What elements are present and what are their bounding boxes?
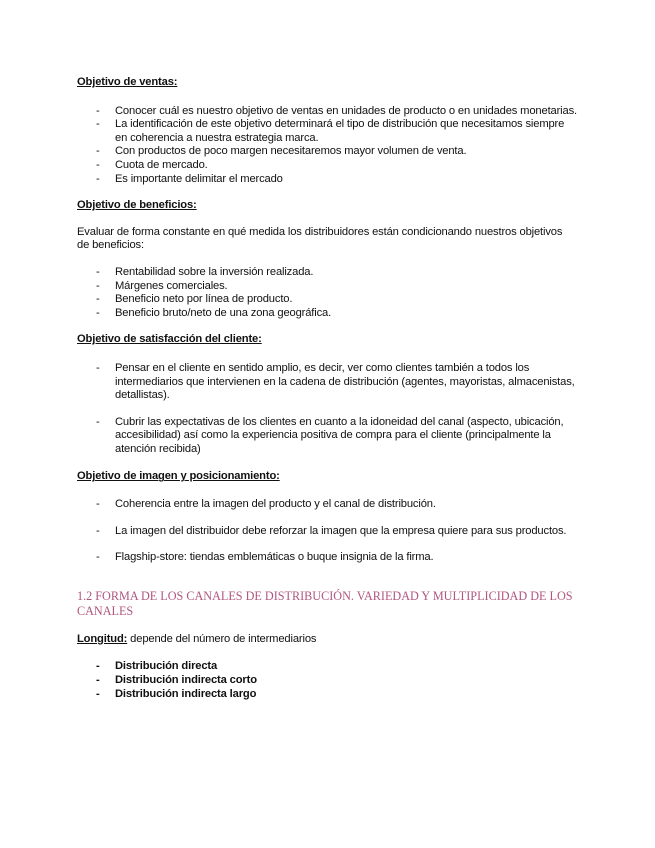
image-objective-list <box>77 498 577 565</box>
length-list <box>77 660 577 701</box>
list-item: - Distribución indirecta corto <box>77 674 577 688</box>
list-item: - Beneficio neto por línea de producto. <box>77 293 577 307</box>
list-item: - Flagship-store: tiendas emblemáticas o buque insignia de la firma. <box>77 551 577 565</box>
list-item: - Cuota de mercado. <box>77 159 577 173</box>
benefits-objective-heading: Objetivo de beneficios: <box>77 199 197 212</box>
image-objective-heading: Objetivo de imagen y posicionamiento: <box>77 470 280 483</box>
length-paragraph <box>77 633 577 647</box>
length-label: Longitud: <box>77 632 128 645</box>
list-item: - Coherencia entre la imagen del producto y el canal de distribución. <box>77 498 577 512</box>
document-page <box>77 76 577 701</box>
list-item: - Beneficio bruto/neto de una zona geográfica. <box>77 307 577 321</box>
list-item: - Distribución indirecta largo <box>77 688 577 702</box>
list-item: - Distribución directa <box>77 660 577 674</box>
list-item: - Cubrir las expectativas de los clientes en cuanto a la idoneidad del canal (aspecto, ubicación, accesibilidad) así como la experiencia positiva de compra para el cliente (principalmente la atención recibida) <box>77 416 577 457</box>
list-item: - Rentabilidad sobre la inversión realizada. <box>77 266 577 280</box>
list-item: - Con productos de poco margen necesitaremos mayor volumen de venta. <box>77 145 577 159</box>
list-item: - Pensar en el cliente en sentido amplio, es decir, ver como clientes también a todos los intermediarios que intervienen en la cadena de distribución (agentes, mayoristas, almacenistas, detallistas). <box>77 362 577 403</box>
list-item: - Márgenes comerciales. <box>77 280 577 294</box>
sales-objective-list <box>77 105 577 187</box>
list-item: - La identificación de este objetivo determinará el tipo de distribución que necesitamos siempre en coherencia a nuestra estrategia marca. <box>77 118 577 145</box>
benefits-objective-list <box>77 266 577 320</box>
list-item: - La imagen del distribuidor debe reforzar la imagen que la empresa quiere para sus productos. <box>77 525 577 539</box>
satisfaction-objective-heading: Objetivo de satisfacción del cliente: <box>77 333 262 346</box>
list-item: - Es importante delimitar el mercado <box>77 173 577 187</box>
list-item: - Conocer cuál es nuestro objetivo de ventas en unidades de producto o en unidades monetarias. <box>77 105 577 119</box>
benefits-intro-paragraph: Evaluar de forma constante en qué medida los distribuidores están condicionando nuestros objetivos de beneficios: <box>77 225 563 252</box>
satisfaction-objective-list <box>77 362 577 457</box>
length-text: depende del número de intermediarios <box>127 632 317 645</box>
section-title: 1.2 FORMA DE LOS CANALES DE DISTRIBUCIÓN. VARIEDAD Y MULTIPLICIDAD DE LOS CANALES <box>77 588 573 618</box>
sales-objective-heading: Objetivo de ventas: <box>77 76 178 88</box>
